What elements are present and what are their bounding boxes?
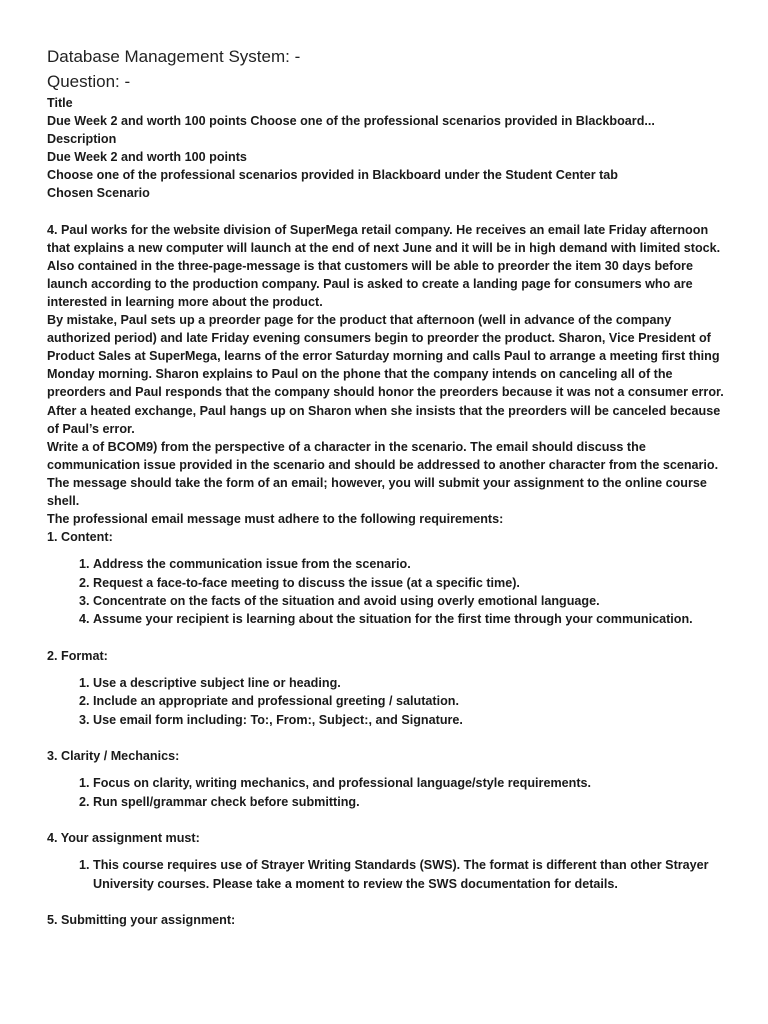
list-item: 2. Request a face-to-face meeting to discuss the issue (at a specific time). (93, 574, 727, 592)
list-item: 3. Use email form including: To:, From:, Subject:, and Signature. (93, 711, 727, 729)
spacer (47, 203, 727, 221)
meta-title-label: Title (47, 96, 73, 110)
document-title: Database Management System: - (47, 47, 301, 66)
list-item: 1. Use a descriptive subject line or heading. (93, 674, 727, 692)
requirements-intro: The professional email message must adhere to the following requirements: (47, 512, 504, 527)
meta-title-value: Due Week 2 and worth 100 points Choose one of the professional scenarios provided in Blackboard... (47, 114, 655, 129)
section-heading-clarity: 3. Clarity / Mechanics: (47, 749, 180, 764)
list-item: 1. This course requires use of Strayer Writing Standards (SWS). The format is different than other Strayer University courses. Please take a moment to review the SWS documentation for details. (93, 856, 727, 893)
scenario-paragraph-1: 4. Paul works for the website division of SuperMega retail company. He receives an email late Friday afternoon that explains a new computer will launch at the end of next June and it will be in high demand with limited stock. Also contained in the three-page-message is that customers will be able to preorder the item 30 days before launch according to the production company. Paul is asked to create a landing page for consumers who are interested in learning more about the product. (47, 222, 721, 309)
meta-due: Due Week 2 and worth 100 points (47, 150, 247, 165)
list-item: 4. Assume your recipient is learning about the situation for the first time through your communication. (93, 610, 727, 628)
section-heading-submitting: 5. Submitting your assignment: (47, 913, 236, 927)
list-item: 3. Concentrate on the facts of the situation and avoid using overly emotional language. (93, 592, 727, 610)
section-heading-format: 2. Format: (47, 648, 108, 663)
question-label: Question: - (47, 72, 131, 91)
scenario-paragraph-2: By mistake, Paul sets up a preorder page for the product that afternoon (well in advance of the company authorized period) and late Friday evening consumers begin to preorder the product. Sharon, Vice President of Product Sales at SuperMega, learns of the error Saturday morning and calls Paul to arrange a meeting first thing Monday morning. Sharon explains to Paul on the phone that the company intends on canceling all of the preorders and Paul responds that the company should honor the preorders because it was not a consumer error. After a heated exchange, Paul hangs up on Sharon when she insists that the preorders will be canceled because of Paul’s error. (47, 313, 724, 436)
list-item: 2. Include an appropriate and professional greeting / salutation. (93, 692, 727, 710)
assignment-list (47, 856, 727, 893)
content-list (47, 555, 727, 629)
meta-chosen-scenario: Chosen Scenario (47, 186, 150, 201)
meta-choose: Choose one of the professional scenarios provided in Blackboard under the Student Center tab (47, 168, 619, 183)
section-heading-assignment: 4. Your assignment must: (47, 831, 200, 846)
list-item: 1. Focus on clarity, writing mechanics, and professional language/style requirements. (93, 774, 727, 792)
meta-description-label: Description (47, 132, 117, 147)
list-item: 1. Address the communication issue from the scenario. (93, 555, 727, 573)
section-heading-content: 1. Content: (47, 530, 113, 545)
clarity-list (47, 774, 727, 811)
list-item: 2. Run spell/grammar check before submitting. (93, 793, 727, 811)
document-page (47, 44, 727, 929)
format-list (47, 674, 727, 729)
instructions-paragraph: Write a of BCOM9) from the perspective of a character in the scenario. The email should discuss the communication issue provided in the scenario and should be addressed to another character from the scenario. The message should take the form of an email; however, you will submit your assignment to the online course shell. (47, 439, 719, 508)
